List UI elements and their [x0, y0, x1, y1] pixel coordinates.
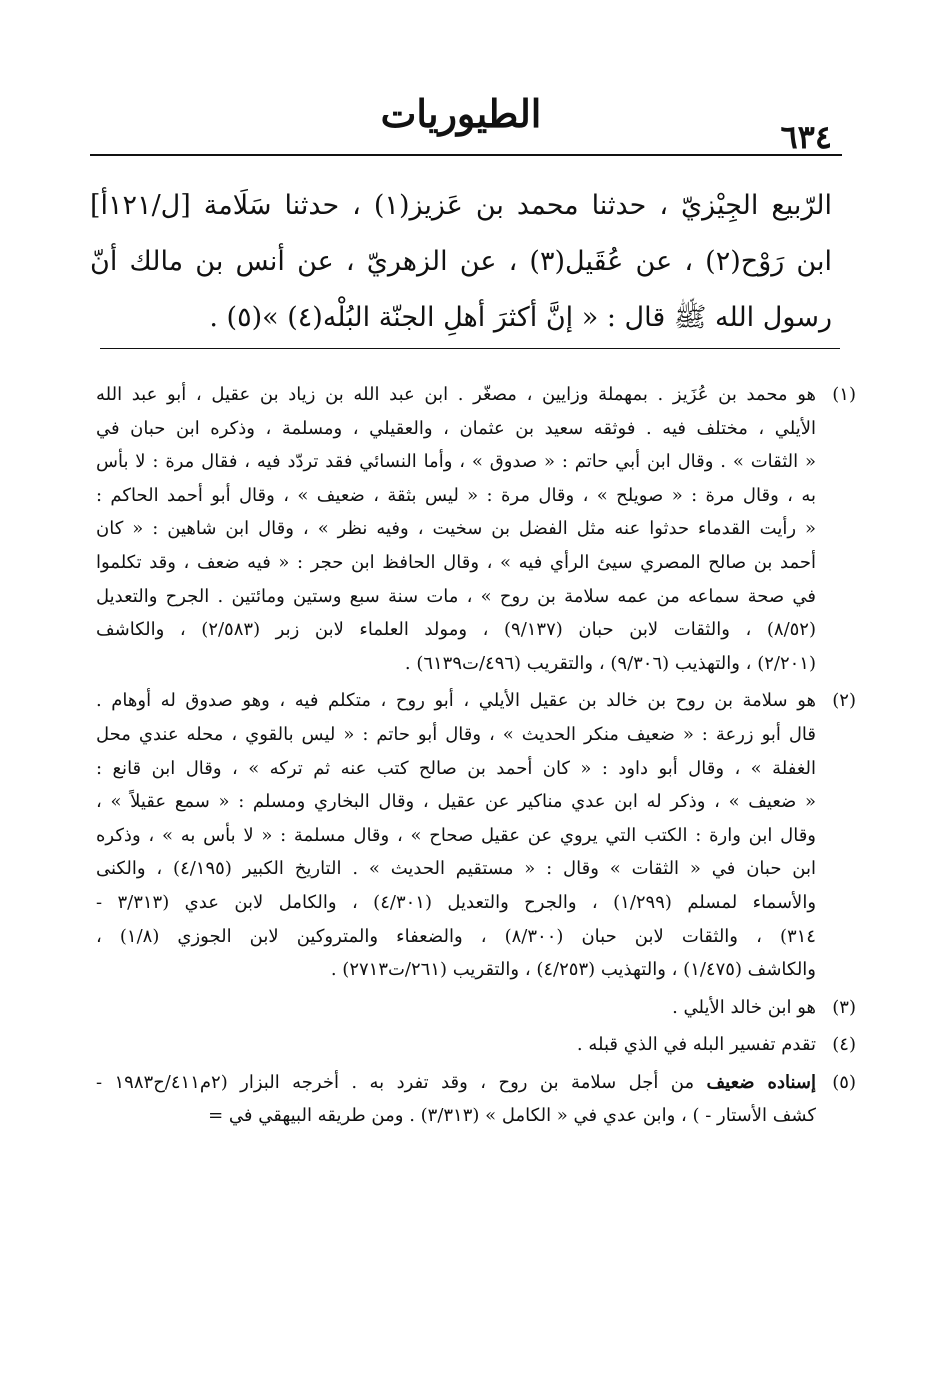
footnote-line: هو ابن خالد الأيلي .: [672, 996, 816, 1018]
footnotes: [96, 378, 856, 1137]
footnote-line: [96, 1066, 816, 1100]
hadith-line: رسول الله ﷺ قال : « إنَّ أكثرَ أهلِ الجنّة البُلْه(٤) »(٥) .: [209, 302, 832, 333]
footnote-2: [96, 684, 856, 986]
page-header: [90, 88, 832, 160]
footnote-1: [96, 378, 856, 680]
header-rule: [90, 154, 842, 156]
footnote-line: « ضعيف » ، وذكر له ابن عدي مناكير عن عقيل ، وقال البخاري ومسلم : « سمع عقيلاً » ،: [96, 791, 816, 813]
footnote-line-text: من أجل سلامة بن روح ، وقد تفرد به . أخرجه البزار (٢م٤١١/ح١٩٨٣ -: [96, 1071, 695, 1093]
footnote-separator: [100, 348, 840, 349]
footnote-body: [96, 1028, 816, 1062]
footnote-number: (٥): [832, 1071, 856, 1093]
footnote-line: والأسماء لمسلم (١/٢٩٩) ، والجرح والتعديل (٤/٣٠١) ، والكامل لابن عدي (٣/٣١٣ -: [96, 891, 816, 913]
footnote-line: (٢/٢٠١) ، والتهذيب (٩/٣٠٦) ، والتقريب (٤٩٦/ت٦١٣٩) .: [404, 652, 816, 674]
footnote-line: الغفلة » ، وقال أبو داود : « كان أحمد بن صالح كتب عنه ثم تركه » ، وقال ابن قانع :: [96, 757, 816, 779]
footnote-line: قال أبو زرعة : « ضعيف منكر الحديث » ، وقال أبو حاتم : « ليس بالقوي ، محله عندي محل: [96, 723, 816, 745]
footnote-line: به ، وقال مرة : « صويلح » ، وقال مرة : « ليس بثقة ، ضعيف » ، وقال أبو أحمد الحاكم :: [96, 484, 816, 506]
footnote-line: هو سلامة بن روح بن خالد بن عقيل الأيلي ، أبو روح ، متكلم فيه ، وهو صدوق له أوهام .: [96, 690, 816, 712]
book-title: الطيوريات: [380, 91, 542, 136]
footnote-line: تقدم تفسير البله في الذي قبله .: [576, 1034, 816, 1056]
footnote-line: والكاشف (١/٤٧٥) ، والتهذيب (٤/٢٥٣) ، والتقريب (٢٦١/ت٢٧١٣) .: [330, 959, 816, 981]
footnote-4: [96, 1028, 856, 1062]
footnote-body: [96, 991, 816, 1025]
page-number: ٦٣٤: [780, 118, 832, 156]
footnote-line: ابن حبان في « الثقات » وقال : « مستقيم الحديث » . التاريخ الكبير (٤/١٩٥) ، والكنى: [96, 858, 816, 880]
footnote-body: [96, 1066, 816, 1133]
footnote-5: [96, 1066, 856, 1133]
footnote-line: في صحة سماعه من عمه سلامة بن روح » ، مات سنة سبع وستين ومائتين . الجرح والتعديل: [96, 585, 816, 607]
footnote-line: الأيلي ، مختلف فيه . فوثقه سعيد بن عثمان ، والعقيلي ، ومسلمة ، وذكره ابن حبان في: [96, 417, 816, 439]
footnote-line: (٨/٥٢) ، والثقات لابن حبان (٩/١٣٧) ، ومولد العلماء لابن زبر (٢/٥٨٣) ، والكاشف: [96, 619, 816, 641]
footnote-line: هو محمد بن عُزَيز . بمهملة وزايين ، مصغّر . ابن عبد الله بن زياد بن عقيل ، أبو عبد الله: [96, 384, 816, 405]
footnote-body: [96, 378, 816, 680]
footnote-number: (٤): [832, 1034, 856, 1056]
footnote-line: أحمد بن صالح المصري سيئ الرأي فيه » ، وقال الحافظ ابن حجر : « فيه ضعف ، وقد تكلموا: [96, 551, 816, 573]
hadith-line: ابن رَوْح(٢) ، عن عُقَيل(٣) ، عن الزهريّ ، عن أنس بن مالك أنّ: [90, 246, 832, 277]
footnote-number: (٣): [832, 996, 856, 1018]
footnote-number: (١): [832, 384, 856, 405]
footnote-3: [96, 991, 856, 1025]
footnote-line: كشف الأستار - ) ، وابن عدي في « الكامل » (٣/٣١٣) . ومن طريقه البيهقي في =: [208, 1105, 816, 1127]
footnote-line: وقال ابن وارة : الكتب التي يروي عن عقيل صحاح » ، وقال مسلمة : « لا بأس به » ، وذكره: [96, 824, 816, 846]
footnote-lead-bold: إسناده ضعيف: [706, 1071, 816, 1093]
hadith-text: [90, 178, 832, 346]
footnote-line: « الثقات » . وقال ابن أبي حاتم : « صدوق » ، وأما النسائي فقد تردّد فيه ، فقال مرة : لا بأس: [96, 451, 816, 473]
footnote-body: [96, 684, 816, 986]
hadith-line: الرّبيع الجِيْزيّ ، حدثنا محمد بن عَزيز(١) ، حدثنا سَلَامة [ل/١٢١أ]: [90, 190, 832, 221]
footnote-line: ٣١٤) ، والثقات لابن حبان (٨/٣٠٠) ، والضعفاء والمتروكين لابن الجوزي (١/٨) ،: [96, 925, 816, 947]
footnote-line: « رأيت القدماء حدثوا عنه مثل الفضل بن سخيت ، وفيه نظر » ، وقال ابن شاهين : « كان: [96, 518, 816, 540]
footnote-number: (٢): [832, 690, 856, 712]
